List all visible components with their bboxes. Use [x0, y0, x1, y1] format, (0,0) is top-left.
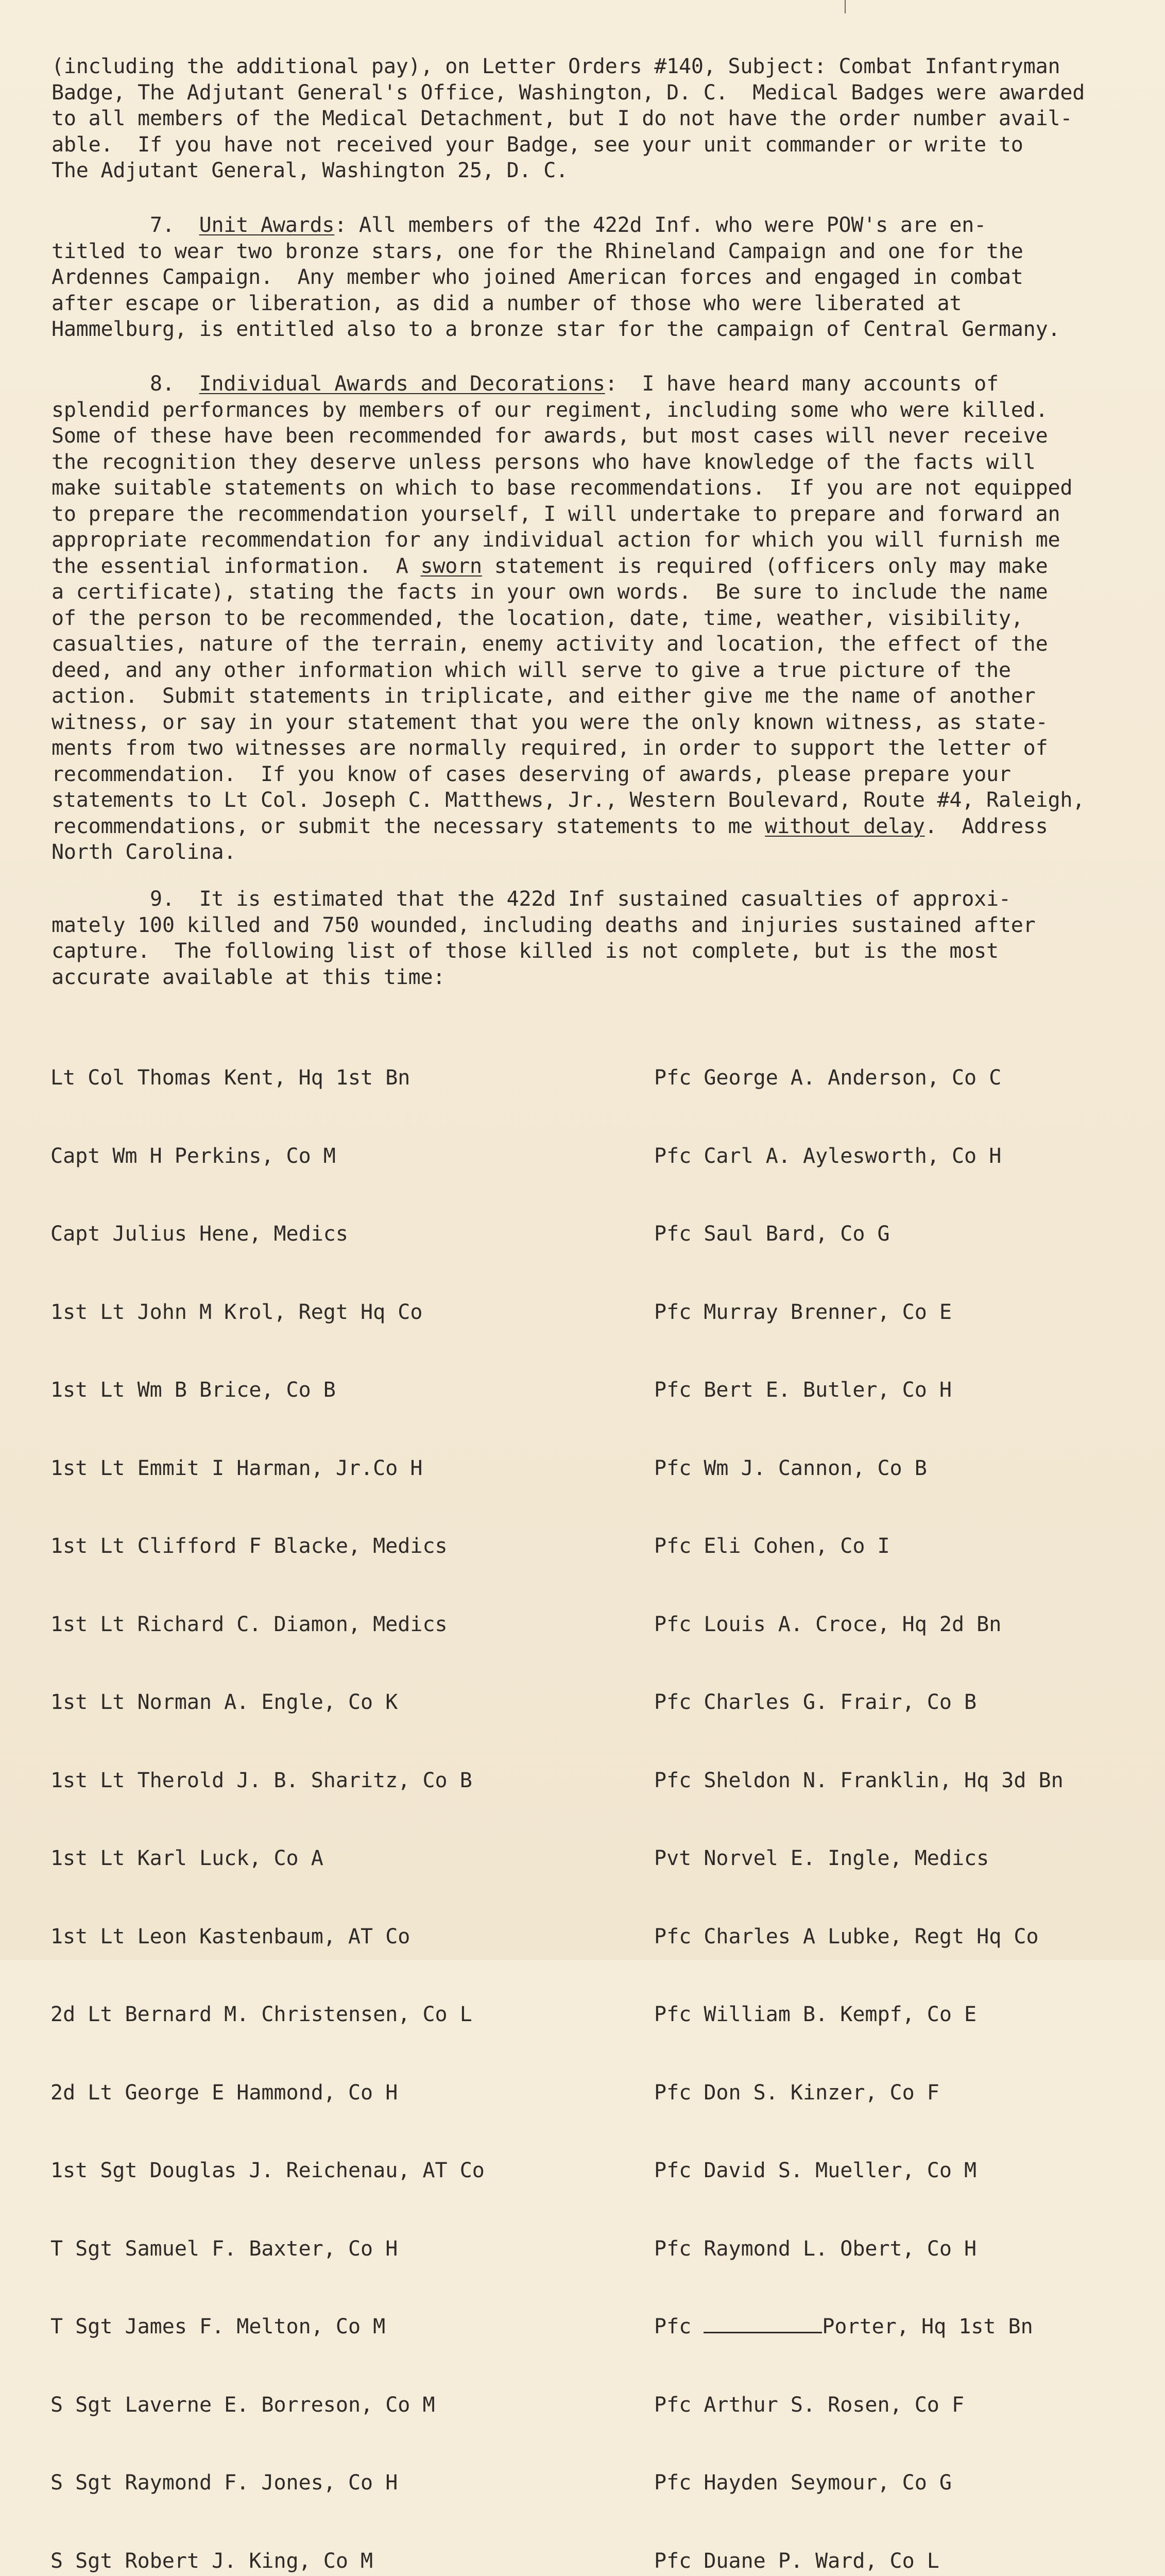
list-item: 2d Lt Bernard M. Christensen, Co L [50, 2003, 472, 2026]
list-item: Pfc Arthur S. Rosen, Co F [654, 2393, 965, 2417]
list-item: 1st Lt Richard C. Diamon, Medics [50, 1612, 448, 1636]
p6-line-4: able. If you have not received your Badge, see your unit commander or write to [52, 132, 1023, 157]
list-item: 2d Lt George E Hammond, Co H [50, 2080, 398, 2105]
p8-line-1-rest: : I have heard many accounts of [605, 372, 999, 396]
p6-line-1: (including the additional pay), on Letter Orders #140, Subject: Combat Infantryman [52, 55, 1060, 78]
paragraph-8-individual-awards [52, 371, 1133, 866]
list-item: 1st Sgt Douglas J. Reichenau, AT Co [50, 2159, 485, 2182]
list-item: Pfc David S. Mueller, Co M [654, 2159, 977, 2182]
list-item: Lt Col Thomas Kent, Hq 1st Bn [50, 1066, 410, 1090]
blank-first-name [704, 2316, 822, 2333]
list-item: 1st Lt John M Krol, Regt Hq Co [50, 1300, 423, 1324]
list-item: Pfc Charles G. Frair, Co B [654, 1690, 977, 1714]
list-item: 1st Lt Emmit I Harman, Jr.Co H [50, 1456, 423, 1480]
list-item: Pfc Duane P. Ward, Co L [654, 2549, 939, 2573]
p8-line-18b: . Address [924, 814, 1048, 838]
list-item: S Sgt Raymond F. Jones, Co H [50, 2471, 398, 2495]
p9-line-2: mately 100 killed and 750 wounded, including deaths and injuries sustained after [52, 913, 1036, 937]
p7-line-5: Hammelburg, is entitled also to a bronze star for the campaign of Central Germany. [52, 317, 1060, 341]
list-item: S Sgt Laverne E. Borreson, Co M [50, 2393, 435, 2417]
p9-line-3: capture. The following list of those killed is not complete, but is the most [52, 939, 999, 963]
p9-line-1: 9. It is estimated that the 422d Inf sustained casualties of approxi- [52, 887, 1011, 911]
p8-line-15: ments from two witnesses are normally required, in order to support the letter of [52, 736, 1048, 760]
list-item: Pfc Saul Bard, Co G [654, 1222, 890, 1246]
list-item: Pfc Bert E. Butler, Co H [654, 1378, 952, 1402]
list-item: Capt Wm H Perkins, Co M [50, 1144, 336, 1168]
list-item: Pfc Hayden Seymour, Co G [654, 2471, 952, 2495]
p8-line-8a: the essential information. A [52, 554, 421, 578]
p6-line-5: The Adjutant General, Washington 25, D. C. [52, 159, 569, 182]
list-item: T Sgt Samuel F. Baxter, Co H [50, 2236, 398, 2261]
list-item: Pfc Sheldon N. Franklin, Hq 3d Bn [654, 1768, 1064, 1792]
p8-line-6: to prepare the recommendation yourself, I will undertake to prepare and forward an [52, 502, 1060, 526]
list-item: 1st Lt Leon Kastenbaum, AT Co [50, 1924, 410, 1948]
p8-line-16: recommendation. If you know of cases deserving of awards, please prepare your [52, 762, 1011, 786]
p7-number: 7. [52, 213, 199, 237]
p8-line-3: Some of these have been recommended for awards, but most cases will never receive [52, 424, 1048, 448]
list-item: Pfc Charles A Lubke, Regt Hq Co [654, 1924, 1039, 1948]
list-item: 1st Lt Clifford F Blacke, Medics [50, 1534, 448, 1558]
list-item: Pfc Don S. Kinzer, Co F [654, 2080, 939, 2105]
p7-line-4: after escape or liberation, as did a number of those who were liberated at [52, 291, 962, 315]
p8-line-2: splendid performances by members of our regiment, including some who were killed. [52, 398, 1048, 422]
p8-line-17: statements to Lt Col. Joseph C. Matthews, Jr., Western Boulevard, Route #4, Raleigh, [52, 788, 1085, 812]
p8-line-13: action. Submit statements in triplicate, and either give me the name of another [52, 684, 1036, 708]
list-item: Pfc George A. Anderson, Co C [654, 1066, 1002, 1090]
p8-line-14: witness, or say in your statement that you were the only known witness, as state- [52, 710, 1048, 734]
list-item: Capt Julius Hene, Medics [50, 1222, 348, 1246]
list-item: Pvt Norvel E. Ingle, Medics [654, 1846, 989, 1870]
list-item: Pfc Wm J. Cannon, Co B [654, 1456, 927, 1480]
p6-line-3: to all members of the Medical Detachment, but I do not have the order number avail- [52, 107, 1073, 130]
p7-heading: Unit Awards [199, 213, 335, 237]
edge-mark [845, 0, 846, 13]
p8-line-18a: recommendations, or submit the necessary statements to me [52, 814, 765, 838]
p7-line-1-rest: : All members of the 422d Inf. who were POW's are en- [334, 213, 987, 237]
list-item: 1st Lt Karl Luck, Co A [50, 1846, 323, 1870]
porter-rank: Pfc [654, 2315, 704, 2338]
p8-sworn: sworn [420, 554, 482, 578]
p6-line-2: Badge, The Adjutant General's Office, Washington, D. C. Medical Badges were awarded [52, 80, 1085, 105]
p8-line-12: deed, and any other information which will serve to give a true picture of the [52, 658, 1011, 682]
list-item: Pfc Murray Brenner, Co E [654, 1300, 952, 1324]
p8-line-11: casualties, nature of the terrain, enemy activity and location, the effect of the [52, 632, 1048, 656]
list-item: T Sgt James F. Melton, Co M [50, 2315, 386, 2338]
list-item: Pfc Raymond L. Obert, Co H [654, 2236, 977, 2261]
list-item: S Sgt Robert J. King, Co M [50, 2549, 373, 2573]
p7-line-3: Ardennes Campaign. Any member who joined American forces and engaged in combat [52, 265, 1023, 289]
p9-line-4: accurate available at this time: [52, 965, 446, 989]
p8-line-5: make suitable statements on which to base recommendations. If you are not equipped [52, 476, 1073, 500]
paragraph-7-unit-awards [52, 212, 1133, 343]
list-item: Pfc Carl A. Aylesworth, Co H [654, 1144, 1002, 1168]
paragraph-6-continued [52, 54, 1133, 184]
p8-heading: Individual Awards and Decorations [199, 372, 605, 396]
list-item: Pfc Eli Cohen, Co I [654, 1534, 890, 1558]
p8-line-7: appropriate recommendation for any individual action for which you will furnish me [52, 528, 1060, 552]
p8-without-delay: without delay [765, 814, 925, 838]
p7-line-2: titled to wear two bronze stars, one for the Rhineland Campaign and one for the [52, 239, 1023, 263]
p8-line-10: of the person to be recommended, the location, date, time, weather, visibility, [52, 606, 1023, 630]
list-item: 1st Lt Wm B Brice, Co B [50, 1378, 336, 1402]
p8-line-19: North Carolina. [52, 840, 236, 864]
p8-line-9: a certificate), stating the facts in your own words. Be sure to include the name [52, 580, 1048, 604]
list-item-porter [654, 2314, 1149, 2340]
killed-list-left-column [50, 1013, 617, 2576]
p8-number: 8. [52, 372, 199, 396]
killed-list-right-column [654, 1013, 1149, 2576]
paragraph-9-casualties [52, 886, 1133, 990]
p8-line-4: the recognition they deserve unless persons who have knowledge of the facts will [52, 450, 1036, 474]
p8-line-8b: statement is required (officers only may make [482, 554, 1048, 578]
list-item: 1st Lt Norman A. Engle, Co K [50, 1690, 398, 1714]
list-item: 1st Lt Therold J. B. Sharitz, Co B [50, 1768, 472, 1792]
porter-rest: Porter, Hq 1st Bn [822, 2315, 1033, 2338]
list-item: Pfc William B. Kempf, Co E [654, 2003, 977, 2026]
list-item: Pfc Louis A. Croce, Hq 2d Bn [654, 1612, 1002, 1636]
